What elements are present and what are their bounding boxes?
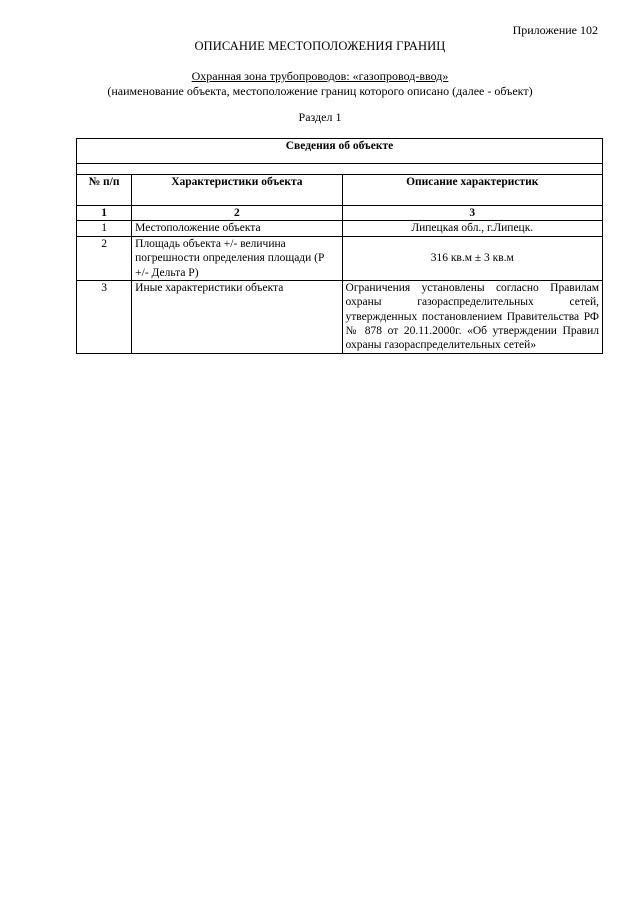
document-title: ОПИСАНИЕ МЕСТОПОЛОЖЕНИЯ ГРАНИЦ <box>194 39 446 53</box>
row-description-cell: Липецкая обл., г.Липецк. <box>342 221 602 236</box>
appendix-label: Приложение 102 <box>512 23 598 37</box>
row-characteristic-cell: Иные характеристики объекта <box>132 280 342 353</box>
table-row <box>77 236 603 280</box>
section-label: Раздел 1 <box>298 110 342 124</box>
row-characteristic-cell: Площадь объекта +/- величина погрешности определения площади (Р +/- Дельта Р) <box>132 236 342 280</box>
column-number: 2 <box>132 206 342 221</box>
row-num-cell: 3 <box>77 280 132 353</box>
row-num-cell: 1 <box>77 221 132 236</box>
table-column-header-row <box>77 175 603 206</box>
table-row <box>77 280 603 353</box>
object-info-table <box>76 138 603 354</box>
row-num-cell: 2 <box>77 236 132 280</box>
column-number: 3 <box>342 206 602 221</box>
table-spacer-row <box>77 164 603 175</box>
object-name: Охранная зона трубопроводов: «газопровод-ввод» <box>191 69 449 83</box>
column-header-characteristic: Характеристики объекта <box>132 175 342 206</box>
table-column-number-row <box>77 206 603 221</box>
object-caption: (наименование объекта, местоположение границ которого описано (далее - объект) <box>107 84 533 98</box>
row-description-cell: Ограничения установлены согласно Правилам охраны газораспределительных сетей, утвержденных постановлением Правительства РФ № 878 от 20.11.2000г. «Об утверждении Правил охраны газораспределительных сетей» <box>342 280 602 353</box>
column-header-num: № п/п <box>77 175 132 206</box>
table-title-row <box>77 139 603 164</box>
row-description-cell: 316 кв.м ± 3 кв.м <box>342 236 602 280</box>
table-title: Сведения об объекте <box>77 139 603 164</box>
table-spacer-cell <box>77 164 603 175</box>
table-row <box>77 221 603 236</box>
column-header-description: Описание характеристик <box>342 175 602 206</box>
row-characteristic-cell: Местоположение объекта <box>132 221 342 236</box>
column-number: 1 <box>77 206 132 221</box>
